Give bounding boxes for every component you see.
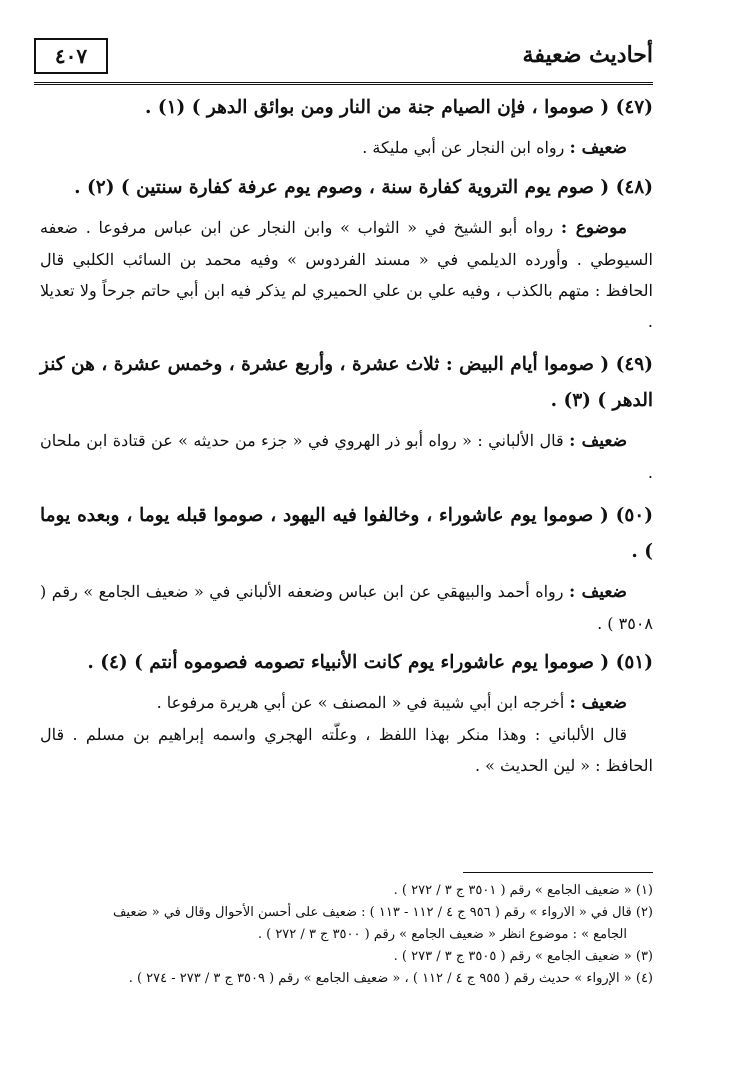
hadith-47: (٤٧) ( صوموا ، فإن الصيام جنة من النار ومن بوائق الدهر ) (١) . (144, 97, 653, 118)
footnotes (40, 880, 653, 990)
grading-label: موضوع : (560, 218, 627, 238)
grading-text: رواه ابن النجار عن أبي مليكة . (362, 138, 570, 157)
hadith-51-commentary: قال الألباني : وهذا منكر بهذا اللفظ ، وعلّته الهجري واسمه إبراهيم بن مسلم . قال الحافظ : « لين الحديث » . (40, 725, 653, 775)
footnote-2: (٢) قال في « الارواء » رقم ( ٩٥٦ ج ٤ / ١١٢ - ١١٣ ) : ضعيف على أحسن الأحوال وقال في « ضعيف (112, 905, 653, 920)
footnote-4: (٤) « الإرواء » حديث رقم ( ٩٥٥ ج ٤ / ١١٢ ) ، « ضعيف الجامع » رقم ( ٣٥٠٩ ج ٣ / ٢٧٣ - ٢٧٤ ) . (128, 971, 653, 986)
grading-label: ضعيف : (569, 693, 627, 713)
grading-text: رواه أحمد والبيهقي عن ابن عباس وضعفه الألباني في « ضعيف الجامع » رقم ( ٣٥٠٨ ) . (40, 582, 653, 633)
hadith-50: (٥٠) ( صوموا يوم عاشوراء ، وخالفوا فيه اليهود ، صوموا قبله يوما ، وبعده يوما ) . (40, 505, 653, 562)
page-header (34, 34, 653, 80)
grading-text: قال الألباني : « رواه أبو ذر الهروي في « جزء من حديثه » عن قتادة ابن ملحان . (40, 431, 653, 482)
hadith-48-grading (40, 212, 653, 337)
footnote-1: (١) « ضعيف الجامع » رقم ( ٣٥٠١ ج ٣ / ٢٧٢ ) . (393, 883, 653, 898)
grading-label: ضعيف : (569, 138, 627, 158)
header-divider (34, 82, 653, 85)
footnote-3: (٣) « ضعيف الجامع » رقم ( ٣٥٠٥ ج ٣ / ٢٧٣ ) . (393, 949, 653, 964)
footnote-divider (463, 872, 653, 873)
hadith-47-grading (40, 132, 653, 164)
main-text (40, 90, 653, 781)
hadith-51-grading (40, 687, 653, 719)
hadith-51: (٥١) ( صوموا يوم عاشوراء يوم كانت الأنبياء تصومه فصوموه أنتم ) (٤) . (87, 652, 653, 673)
grading-label: ضعيف : (569, 582, 627, 602)
footnote-2-continued: الجامع » : موضوع انظر « ضعيف الجامع » رقم ( ٣٥٠٠ ج ٣ / ٢٧٢ ) . (257, 927, 627, 942)
grading-text: أخرجه ابن أبي شيبة في « المصنف » عن أبي هريرة مرفوعا . (156, 693, 570, 712)
hadith-48: (٤٨) ( صوم يوم التروية كفارة سنة ، وصوم يوم عرفة كفارة سنتين ) (٢) . (74, 177, 653, 198)
grading-text: رواه أبو الشيخ في « الثواب » وابن النجار عن ابن عباس مرفوعا . ضعفه السيوطي . وأورده الديلمي في « مسند الفردوس » وفيه محمد بن السائب الكلبي قال الحافظ : متهم بالكذب ، وفيه علي بن علي الحميري لم يذكر فيه ابن أبي حاتم جرحاً ولا تعديلا . (40, 218, 653, 331)
hadith-49-grading (40, 425, 653, 488)
hadith-49: (٤٩) ( صوموا أيام البيض : ثلاث عشرة ، وأربع عشرة ، وخمس عشرة ، هن كنز الدهر ) (٣) . (40, 354, 653, 411)
page-number: ٤٠٧ (34, 38, 108, 74)
grading-label: ضعيف : (569, 431, 628, 451)
hadith-50-grading (40, 576, 653, 639)
running-title: أحاديث ضعيفة (522, 42, 653, 68)
